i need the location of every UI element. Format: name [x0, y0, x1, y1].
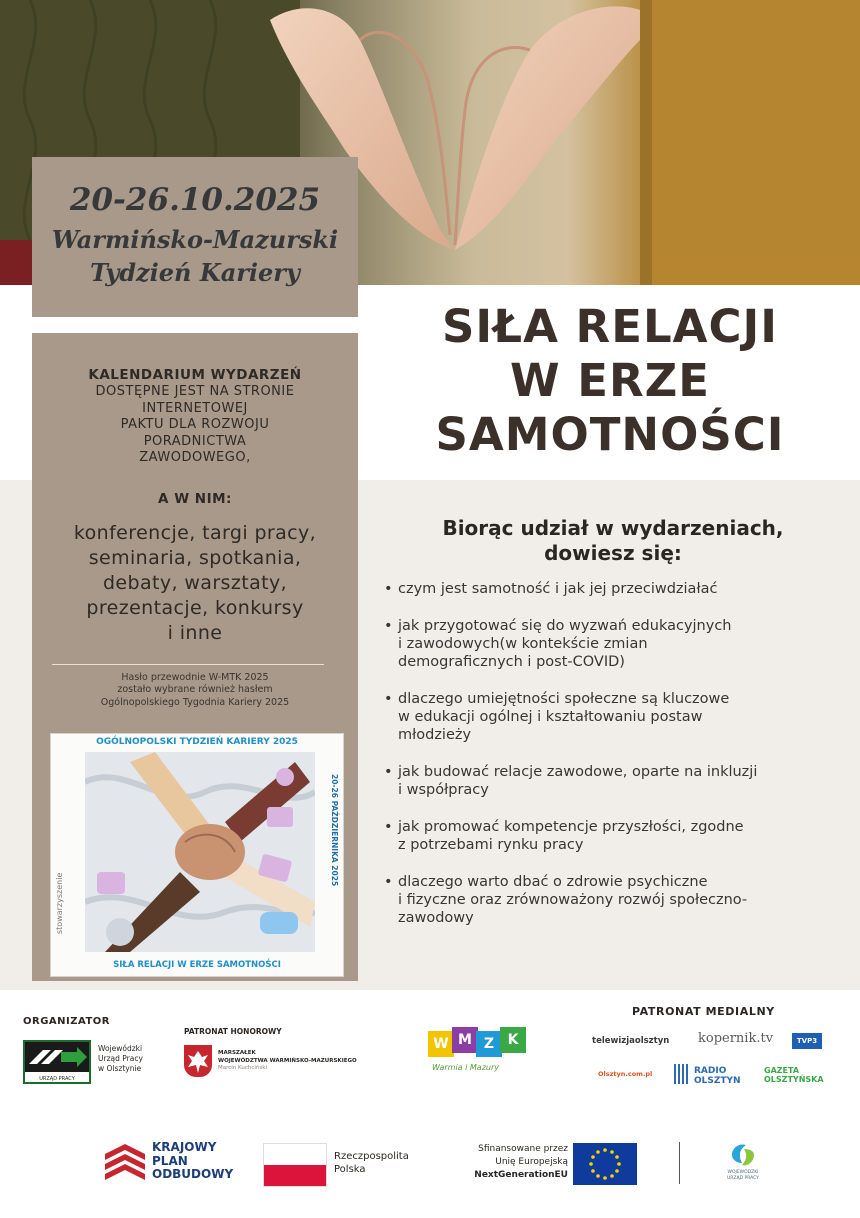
calendar-divider — [52, 664, 324, 665]
thumbnail-left-text: stowarzyszenie — [55, 872, 64, 934]
calendar-line: PORADNICTWA — [143, 433, 247, 449]
kpo-icon — [103, 1142, 147, 1186]
wmzk-logo — [428, 1027, 528, 1061]
honorary-name-line: WOJEWÓDZTWA WARMIŃSKO-MAZURSKIEGO — [218, 1057, 357, 1064]
benefit-line: • jak promować kompetencje przyszłości, zgodne — [398, 819, 744, 835]
media-logo-kopernik: kopernik.tv — [698, 1031, 774, 1046]
event-name: Tydzień Kariery — [90, 258, 300, 287]
note-line: zostało wybrane również hasłem — [117, 684, 273, 695]
organizer-name-line: w Olsztynie — [98, 1064, 142, 1073]
honorary-name-line: MARSZAŁEK — [218, 1050, 256, 1056]
calendar-line: INTERNETOWEJ — [142, 400, 248, 416]
eu-line: NextGenerationEU — [474, 1170, 568, 1180]
benefit-line: • czym jest samotność i jak jej przeciwdziałać — [398, 581, 718, 597]
wup-logo-line: URZĄD PRACY — [727, 1176, 759, 1181]
wmzk-caption: Warmia i Mazury — [432, 1063, 499, 1072]
title-line: W ERZE — [509, 354, 711, 407]
kpo-line: KRAJOWY — [152, 1140, 217, 1154]
honorary-name — [218, 1050, 357, 1073]
arrows-icon — [25, 1042, 89, 1072]
benefit-line: i współpracy — [398, 782, 489, 798]
benefit-line: zawodowy — [398, 910, 474, 926]
organizer-name — [98, 1044, 143, 1074]
wup-logo-text — [712, 1170, 774, 1182]
calendar-subheading: A W NIM: — [158, 490, 232, 507]
media-logo-gazeta: GAZETA OLSZTYŃSKA — [764, 1066, 824, 1084]
calendar-line: PAKTU DLA ROZWOJU — [120, 417, 270, 432]
polish-flag-icon — [263, 1143, 327, 1187]
coat-of-arms-icon — [184, 1045, 212, 1077]
wmzk-letter: K — [500, 1027, 526, 1053]
eu-line: Unię Europejską — [495, 1157, 568, 1167]
joined-hands-illustration — [85, 752, 315, 952]
media-logo-tvp3: TVP3 — [792, 1033, 822, 1049]
date-box — [32, 157, 358, 317]
title-line: SAMOTNOŚCI — [435, 408, 785, 461]
event-type-line: konferencje, targi pracy, — [73, 521, 317, 544]
benefits-list — [382, 580, 832, 946]
media-label: PATRONAT MEDIALNY — [632, 1005, 775, 1018]
media-logo-telewizjaolsztyn: telewizjaolsztyn — [592, 1036, 670, 1046]
benefit-line: • jak budować relacje zawodowe, oparte na inkluzji — [398, 764, 758, 780]
benefit-item — [382, 617, 832, 671]
honorary-name-line: Marcin Kuchciński — [218, 1065, 267, 1071]
eu-line: Sfinansowane przez — [478, 1144, 568, 1154]
organizer-name-line: Urząd Pracy — [98, 1054, 143, 1063]
organizer-logo — [23, 1040, 91, 1084]
organizer-logo-text: URZĄD PRACY — [39, 1076, 75, 1082]
benefit-line: i fizyczne oraz zrównoważony rozwój społeczno- — [398, 892, 748, 908]
honorary-label: PATRONAT HONOROWY — [184, 1027, 282, 1036]
kpo-text — [152, 1141, 233, 1182]
calendar-line: ZAWODOWEGO, — [139, 450, 251, 465]
event-type-line: i inne — [167, 621, 223, 644]
benefits-heading-line: Biorąc udział w wydarzeniach, — [442, 516, 784, 540]
calendar-line: DOSTĘPNE JEST NA STRONIE — [95, 384, 295, 399]
wup-logo-line: WOJEWÓDZKI — [727, 1170, 759, 1175]
rp-line: Polska — [334, 1164, 366, 1175]
note-line: Hasło przewodnie W-MTK 2025 — [121, 671, 269, 683]
benefit-line: w edukacji ogólnej i kształtowaniu postaw — [398, 709, 703, 725]
footer-divider — [679, 1142, 680, 1184]
benefits-heading-line: dowiesz się: — [544, 541, 682, 565]
benefit-item — [382, 690, 832, 744]
note-line: Ogólnopolskiego Tygodnia Kariery 2025 — [100, 696, 290, 708]
wup-logo-icon — [726, 1141, 760, 1169]
eu-flag-icon — [573, 1143, 637, 1185]
benefit-item — [382, 873, 832, 927]
media-logo-radio-olsztyn: RADIO OLSZTYN — [694, 1066, 741, 1086]
event-type-line: seminaria, spotkania, — [88, 546, 302, 569]
calendar-heading: KALENDARIUM WYDARZEŃ — [88, 367, 302, 383]
benefit-item — [382, 818, 832, 854]
organizer-label: ORGANIZATOR — [23, 1016, 110, 1027]
campaign-thumbnail — [50, 733, 344, 977]
event-type-line: debaty, warsztaty, — [102, 571, 288, 594]
media-logo-olsztyncom: Olsztyn.com.pl — [598, 1070, 653, 1078]
thumbnail-side-text: 20-26 PAŹDZIERNIKA 2025 — [330, 774, 339, 887]
rp-line: Rzeczpospolita — [334, 1151, 409, 1162]
benefit-item — [382, 763, 832, 799]
event-region: Warmińsko-Mazurski — [51, 225, 339, 254]
benefit-item — [382, 580, 832, 598]
benefit-line: z potrzebami rynku pracy — [398, 837, 584, 853]
kpo-line: PLAN — [152, 1153, 188, 1168]
eagle-icon — [184, 1045, 212, 1077]
wmzk-letter: W — [428, 1031, 454, 1057]
rp-text — [334, 1150, 409, 1176]
event-dates: 20-26.10.2025 — [69, 182, 321, 218]
wmzk-letter: M — [452, 1027, 478, 1053]
benefit-line: demograficznych i post-COVID) — [398, 654, 625, 670]
main-title — [410, 300, 810, 462]
benefit-line: • dlaczego warto dbać o zdrowie psychiczne — [398, 874, 708, 890]
benefit-line: młodzieży — [398, 727, 472, 743]
benefit-line: i zawodowych(w kontekście zmian — [398, 636, 648, 652]
thumbnail-top-text: OGÓLNOPOLSKI TYDZIEŃ KARIERY 2025 — [96, 737, 298, 747]
wmzk-letter: Z — [476, 1031, 502, 1057]
title-line: SIŁA RELACJI — [442, 300, 778, 353]
event-type-line: prezentacje, konkursy — [86, 596, 304, 619]
organizer-name-line: Wojewódzki — [98, 1044, 143, 1053]
benefits-heading — [393, 516, 833, 566]
benefit-line: • dlaczego umiejętności społeczne są kluczowe — [398, 691, 730, 707]
eu-text — [460, 1143, 568, 1182]
kpo-line: ODBUDOWY — [152, 1167, 234, 1181]
benefit-line: • jak przygotować się do wyzwań edukacyjnych — [398, 618, 732, 634]
radio-bars-icon — [674, 1064, 690, 1084]
thumbnail-bottom-text: SIŁA RELACJI W ERZE SAMOTNOŚCI — [113, 960, 281, 970]
